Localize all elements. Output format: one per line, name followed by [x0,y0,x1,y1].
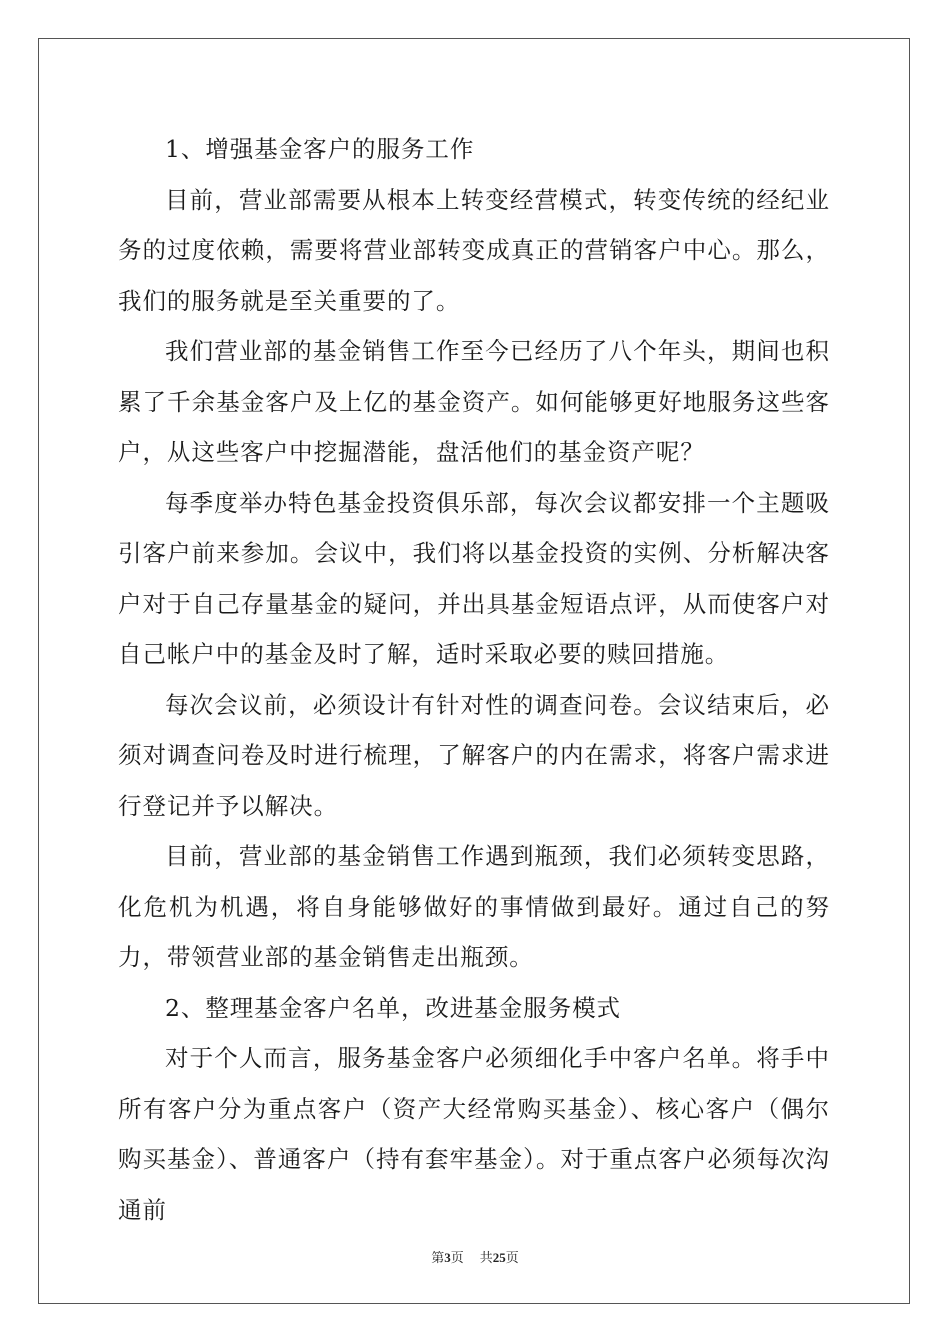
paragraph: 我们营业部的基金销售工作至今已经历了八个年头，期间也积累了千余基金客户及上亿的基金资产。如何能够更好地服务这些客户，从这些客户中挖掘潜能，盘活他们的基金资产呢？ [118,337,830,466]
paragraph: 目前，营业部需要从根本上转变经营模式，转变传统的经纪业务的过度依赖，需要将营业部转变成真正的营销客户中心。那么，我们的服务就是至关重要的了。 [118,185,830,315]
total-suffix: 页 [505,1251,519,1266]
paragraph: 对于个人而言，服务基金客户必须细化手中客户名单。将手中所有客户分为重点客户（资产大经常购买基金）、核心客户（偶尔购买基金）、普通客户（持有套牢基金）。对于重点客户必须每次沟通前 [118,1044,830,1224]
page-footer [0,1247,950,1266]
total-pages-number: 25 [492,1250,506,1265]
page-prefix: 第 [431,1251,445,1266]
page-suffix: 页 [450,1251,464,1266]
paragraph: 每次会议前，必须设计有针对性的调查问卷。会议结束后，必须对调查问卷及时进行梳理，了解客户的内在需求，将客户需求进行登记并予以解决。 [118,690,830,820]
section-heading-1: 1、增强基金客户的服务工作 [165,135,475,163]
current-page-number: 3 [444,1250,451,1265]
section-heading-2: 2、整理基金客户名单，改进基金服务模式 [165,993,622,1022]
paragraph: 每季度举办特色基金投资俱乐部，每次会议都安排一个主题吸引客户前来参加。会议中，我们将以基金投资的实例、分析解决客户对于自己存量基金的疑问，并出具基金短语点评，从而使客户对自己帐户中的基金及时了解，适时采取必要的赎回措施。 [118,488,830,668]
total-prefix: 共 [479,1251,493,1266]
paragraph: 目前，营业部的基金销售工作遇到瓶颈，我们必须转变思路，化危机为机遇，将自身能够做好的事情做到最好。通过自己的努力，带领营业部的基金销售走出瓶颈。 [118,842,830,971]
document-body [118,124,830,1235]
